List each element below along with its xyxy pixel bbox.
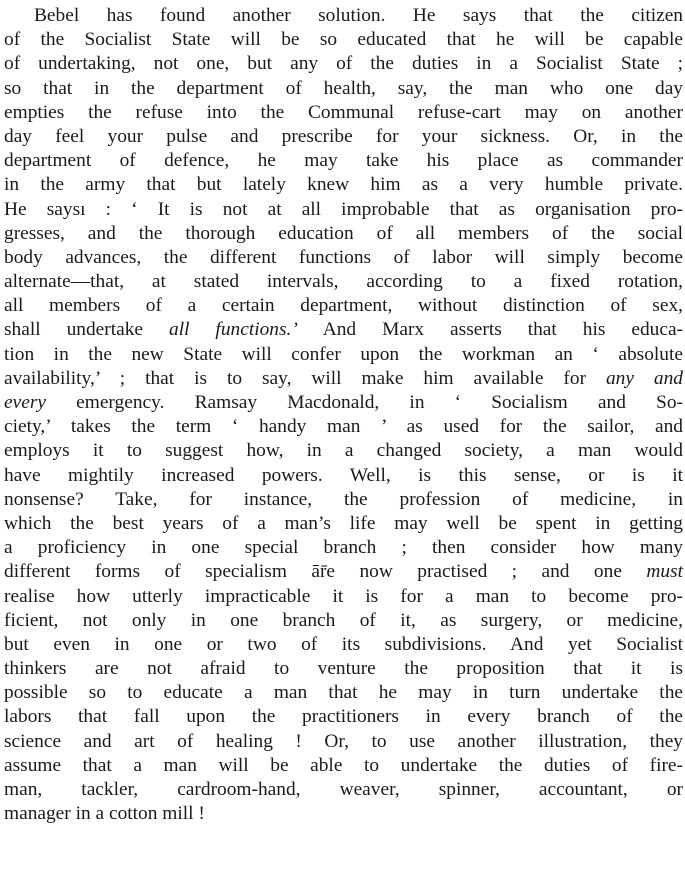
text-line: of undertaking, not one, but any of the duties in a Socialist State ; <box>4 53 683 75</box>
text-line: availability,’ ; that is to say, will make him available for any and <box>4 367 683 389</box>
body-paragraph <box>4 4 683 826</box>
text-line: ciety,’ takes the term ‘ handy man ’ as used for the sailor, and <box>4 416 683 438</box>
text-line: of the Socialist State will be so educated that he will be capable <box>4 29 683 51</box>
text-line: department of defence, he may take his place as commander <box>4 150 683 172</box>
text-line: have mightily increased powers. Well, is this sense, or is it <box>4 464 683 486</box>
text-line: in the army that but lately knew him as a very humble private. <box>4 174 683 196</box>
text-line: He saysı : ‘ It is not at all improbable that as organisation pro- <box>4 198 683 220</box>
italic-phrase: every <box>4 392 46 413</box>
text-line: shall undertake all functions.’ And Marx asserts that his educa- <box>4 319 684 341</box>
text-line: so that in the department of health, say, the man who one day <box>4 77 683 99</box>
text-line: different forms of specialism ār̄e now practised ; and one must <box>4 561 683 583</box>
text-line: day feel your pulse and prescribe for your sickness. Or, in the <box>4 125 683 147</box>
text-line: body advances, the different functions of labor will simply become <box>4 246 683 268</box>
text-line: empties the refuse into the Communal refuse-cart may on another <box>4 101 683 123</box>
text-line: gresses, and the thorough education of all members of the social <box>4 222 683 244</box>
document-page <box>4 4 683 826</box>
text-line: ficient, not only in one branch of it, as surgery, or medicine, <box>4 609 683 631</box>
text-line: labors that fall upon the practitioners in every branch of the <box>4 706 683 728</box>
italic-phrase: all functions.’ <box>169 319 298 341</box>
text-line: employs it to suggest how, in a changed society, a man would <box>4 440 683 462</box>
text-line: every emergency. Ramsay Macdonald, in ‘ Socialism and So- <box>4 392 683 413</box>
text-line: a proficiency in one special branch ; then consider how many <box>4 537 683 559</box>
text-line: alternate—that, at stated intervals, according to a fixed rotation, <box>4 271 683 293</box>
text-line: science and art of healing ! Or, to use another illustration, they <box>4 730 683 752</box>
text-line: assume that a man will be able to undertake the duties of fire- <box>4 754 683 776</box>
text-line: all members of a certain department, without distinction of sex, <box>4 295 683 317</box>
text-line: possible so to educate a man that he may in turn undertake the <box>4 682 683 704</box>
text-line: which the best years of a man’s life may well be spent in getting <box>4 512 683 534</box>
italic-phrase: must <box>646 561 683 583</box>
text-line: Bebel has found another solution. He says that the citizen <box>34 5 683 26</box>
text-line: nonsense? Take, for instance, the profession of medicine, in <box>4 488 683 510</box>
text-line: man, tackler, cardroom-hand, weaver, spinner, accountant, or <box>4 779 683 800</box>
text-line: tion in the new State will confer upon the workman an ‘ absolute <box>4 343 683 365</box>
text-line: manager in a cotton mill ! <box>4 803 205 825</box>
text-line: thinkers are not afraid to venture the proposition that it is <box>4 658 683 680</box>
italic-phrase: any and <box>605 367 683 389</box>
text-line: but even in one or two of its subdivisions. And yet Socialist <box>4 633 683 655</box>
text-line: realise how utterly impracticable it is for a man to become pro- <box>4 585 683 607</box>
